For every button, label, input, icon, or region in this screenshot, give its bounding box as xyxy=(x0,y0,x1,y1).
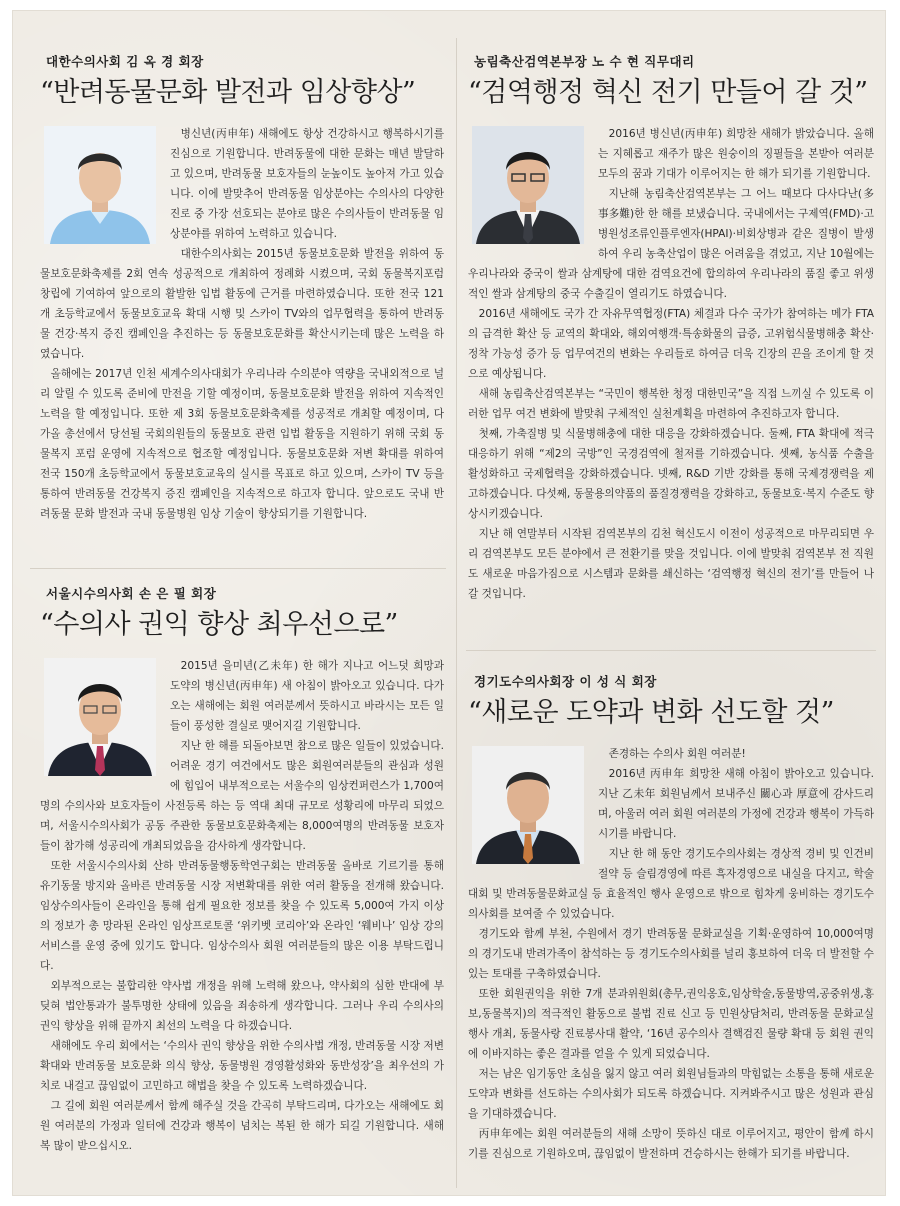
paragraph: 2016년 병신년(丙申年) 희망찬 새해가 밝았습니다. 올해는 지혜롭고 재주가 많은 원숭이의 징필들을 본받아 여러분 모두의 꿈과 기대가 이루어지는 한 해가 되기를 기원합니다. xyxy=(598,128,874,180)
paragraph: 지난 해 연말부터 시작된 검역본부의 김천 혁신도시 이전이 성공적으로 마무리되면 우리 검역본부도 모든 분야에서 큰 전환기를 맞을 것입니다. 이에 발맞춰 검역본부 전 직원도 새로운 마음가짐으로 시스템과 문화를 쇄신하는 ‘검역행정 혁신의 전기’를 만들어 나갈 것입니다. xyxy=(468,528,874,600)
byline: 농림축산검역본부장 노 수 현 직무대리 xyxy=(474,54,695,69)
paragraph: 올해에는 2017년 인천 세계수의사대회가 우리나라 수의분야 역량을 국내외적으로 널리 알릴 수 있도록 준비에 만전을 기할 예정이며, 동물보호문화 발전을 위하여 지속적인 노력을 할 예정입니다. 또한 제 3회 동물보호문화축제를 성공적로 개최할 예정이며, 다가올 총선에서 당선될 국회의원들의 동물보호 관련 입법 활동을 지원하기 위해 국회 동물복지 포럼 운영에 지속적으로 협조할 예정입니다. 동물보호문화 저변 확대를 위하여 전국 150개 초등학교에서 동물보호교육의 실시를 목표로 하고 있으며, 스카이 TV 등을 통하여 반려동물 건강복지 증진 캠페인을 지속적으로 하고자 합니다. 앞으로도 국내 반려동물 문화 발전과 국내 동물병원 임상 기술이 향상되기를 기원합니다. xyxy=(40,368,444,520)
paragraph: 외부적으로는 불합리한 약사법 개정을 위해 노력해 왔으나, 약사회의 심한 반대에 부딪혀 법안통과가 불투명한 상태에 있음을 죄송하게 생각합니다. 그러나 우리 수의사의 권익 향상을 위해 끝까지 최선의 노력을 다 하겠습니다. xyxy=(40,980,444,1032)
paragraph: 지난 한 해를 되돌아보면 참으로 많은 일들이 있었습니다. 어려운 경기 여건에서도 많은 회원여러분들의 관심과 성원에 힘입어 내부적으로는 서울수의 임상컨퍼런스가 1,700여명의 수의사와 보호자들이 사전등록 하는 등 역대 최대 규모로 성황리에 마무리 되었으며, 서울시수의사회가 공동 주관한 동물보호문화축제는 8,000여명의 반려동물 보호자들이 참가해 성공리에 개최되었음을 감사하게 생각합니다. xyxy=(40,740,444,852)
byline: 서울시수의사회 손 은 필 회장 xyxy=(46,586,217,601)
article-divider-left xyxy=(30,568,446,569)
paragraph: 대한수의사회는 2015년 동물보호문화 발전을 위하여 동물보호문화축제를 2회 연속 성공적으로 개최하여 정례화 시켰으며, 국회 동물복지포럼 창립에 기여하여 앞으로의 활발한 입법 활동에 근거를 마련하였습니다. 또한 전국 121개 초등학교에서 동물보호교육 확대 시행 및 스카이 TV와의 업무협력을 통하여 반려동물 건강·복지 증진 캠페인을 추진하는 등 동물보호문화를 확산시키는데 많은 노력을 하였습니다. xyxy=(40,248,444,360)
paragraph: 경기도와 함께 부천, 수원에서 경기 반려동물 문화교실을 기획·운영하여 10,000여명의 경기도내 반려가족이 참석하는 등 경기도수의사회를 널리 홍보하여 더욱 더 발전할 수 있는 토대를 구축하였습니다. xyxy=(468,928,874,980)
headline: “수의사 권익 향상 최우선으로” xyxy=(40,609,398,640)
paragraph: 2015년 을미년(乙未年) 한 해가 지나고 어느덧 희망과 도약의 병신년(丙申年) 새 아침이 밝아오고 있습니다. 다가오는 새해에는 회원 여러분께서 뜻하시고 바라시는 모든 일들이 풍성한 결실로 맺어지길 기원합니다. xyxy=(170,660,444,732)
paragraph: 또한 회원권익을 위한 7개 분과위원회(총무,권익옹호,임상학술,동물방역,공중위생,홍보,동물복지)의 적극적인 활동으로 불법 진료 신고 등 민원상담처리, 반려동물 문화교실 행사 개최, 동물사랑 진료봉사대 활약, ‘16년 공수의사 결핵검진 물량 확대 등 회원 권익에 이바지하는 좋은 결과를 얻을 수 있게 되었습니다. xyxy=(468,988,874,1060)
paragraph: 또한 서울시수의사회 산하 반려동물행동학연구회는 반려동물 올바로 기르기를 통해 유기동물 방지와 올바른 반려동물 시장 저변확대를 위한 여러 활동을 전개해 왔습니다. 임상수의사들이 온라인을 통해 쉽게 필요한 정보를 찾을 수 있도록 5,000여 가지 이상의 정보가 총 망라된 온라인 임상프로토콜 ‘위키벳 코리아’와 온라인 ‘웨비나’ 임상 강의 서비스를 운영 중에 있기도 합니다. 임상수의사 회원 여러분들의 많은 이용 부탁드립니다. xyxy=(40,860,444,972)
paragraph: 첫째, 가축질병 및 식물병해충에 대한 대응을 강화하겠습니다. 둘째, FTA 확대에 적극 대응하기 위해 “제2의 국방”인 국경검역에 철저를 기하겠습니다. 셋째, 농식품 수출을 활성화하고 국제협력을 강화하겠습니다. 넷째, R&D 기반 강화를 통해 국제경쟁력을 제고하겠습니다. 다섯째, 동물용의약품의 품질경쟁력을 강화하고, 동물보호·복지 수준도 향상시키겠습니다. xyxy=(468,428,874,520)
article-lee xyxy=(468,672,874,1164)
article-no xyxy=(468,52,874,604)
portrait-photo xyxy=(472,746,584,864)
paragraph: 그 길에 회원 여러분께서 함께 해주실 것을 간곡히 부탁드리며, 다가오는 새해에도 회원 여러분의 가정과 일터에 건강과 행복이 넘치는 복된 한 해가 되길 기원합니다. 새해 복 많이 받으십시오. xyxy=(40,1100,444,1152)
article-divider-right xyxy=(466,650,876,651)
paragraph: 2016년 새해에도 국가 간 자유무역협정(FTA) 체결과 다수 국가가 참여하는 메가 FTA의 급격한 확산 등 교역의 확대와, 해외여행객·특송화물의 급증, 고위험식물병해충 확산·정착 가능성 증가 등 업무여건의 변화는 우리들로 하여금 더욱 긴장의 끈을 조이게 할 것으로 예상됩니다. xyxy=(468,308,874,380)
byline: 대한수의사회 김 옥 경 회장 xyxy=(46,54,204,69)
paragraph: 丙申年에는 회원 여러분들의 새해 소망이 뜻하신 대로 이루어지고, 평안이 함께 하시기를 진심으로 기원하오며, 끊임없이 발전하며 건승하시는 한해가 되기를 바랍니다. xyxy=(468,1128,874,1160)
paragraph: 존경하는 수의사 회원 여러분! xyxy=(608,748,746,760)
column-divider xyxy=(456,38,457,1188)
paragraph: 새해 농림축산검역본부는 “국민이 행복한 청정 대한민국”을 직접 느끼실 수 있도록 이러한 업무 여건 변화에 발맞춰 구체적인 실천계획을 마련하여 추진하고자 합니다. xyxy=(468,388,874,420)
article-son xyxy=(40,584,444,1156)
portrait-photo xyxy=(44,658,156,776)
newspaper-page xyxy=(12,10,886,1196)
headline: “검역행정 혁신 전기 만들어 갈 것” xyxy=(468,77,868,108)
paragraph: 지난 한 해 동안 경기도수의사회는 경상적 경비 및 인건비 절약 등 슬림경영에 따른 흑자경영으로 내실을 다지고, 학술대회 및 반려동물문화교실 등 효율적인 행사 운영으로 밖으로 힘차게 웅비하는 경기도수의사회를 보여줄 수 있었습니다. xyxy=(468,848,874,920)
article-kim xyxy=(40,52,444,524)
paragraph: 병신년(丙申年) 새해에도 항상 건강하시고 행복하시기를 진심으로 기원합니다. 반려동물에 대한 문화는 매년 발달하고 있으며, 반려동물 보호자들의 눈높이도 높아져 가고 있습니다. 이에 발맞추어 반려동물 임상분야는 수의사의 다양한 진로 중 가장 선호되는 분야로 많은 수의사들이 반려동물 임상분야를 위하여 노력하고 있습니다. xyxy=(170,128,444,240)
paragraph: 저는 남은 임기동안 초심을 잃지 않고 여러 회원님들과의 막힘없는 소통을 통해 새로운 도약과 변화를 선도하는 수의사회가 되도록 하겠습니다. 지켜봐주시고 많은 성원과 관심을 기대하겠습니다. xyxy=(468,1068,874,1120)
paragraph: 지난해 농림축산검역본부는 그 어느 때보다 다사다난(多事多難)한 한 해를 보냈습니다. 국내에서는 구제역(FMD)·고병원성조류인플루엔자(HPAI)·비회상병과 같은 질병이 발생하여 우리 농축산업이 많은 어려움을 겪었고, 지난 10월에는 우리나라와 중국이 쌀과 삼계탕에 대한 검역요건에 합의하여 우리나라의 품질 좋고 위생적인 쌀과 삼계탕의 중국 수출길이 열리기도 하였습니다. xyxy=(468,188,874,300)
byline: 경기도수의사회장 이 성 식 회장 xyxy=(474,674,657,689)
paragraph: 새해에도 우리 회에서는 ‘수의사 권익 향상을 위한 수의사법 개정, 반려동물 시장 저변 확대와 반려동물 보호문화 의식 향상, 동물병원 경영활성화와 동반성장’을 최우선의 가치로 내걸고 끊임없이 고민하고 해법을 찾을 수 있도록 노력하겠습니다. xyxy=(40,1040,444,1092)
portrait-photo xyxy=(472,126,584,244)
portrait-photo xyxy=(44,126,156,244)
headline: “새로운 도약과 변화 선도할 것” xyxy=(468,697,834,728)
headline: “반려동물문화 발전과 임상향상” xyxy=(40,77,416,108)
paragraph: 2016년 丙申年 희망찬 새해 아침이 밝아오고 있습니다. 지난 乙未年 회원님께서 보내주신 關心과 厚意에 감사드리며, 아울러 여러 회원 여러분의 가정에 건강과 행복이 가득하시기를 바랍니다. xyxy=(598,768,874,840)
